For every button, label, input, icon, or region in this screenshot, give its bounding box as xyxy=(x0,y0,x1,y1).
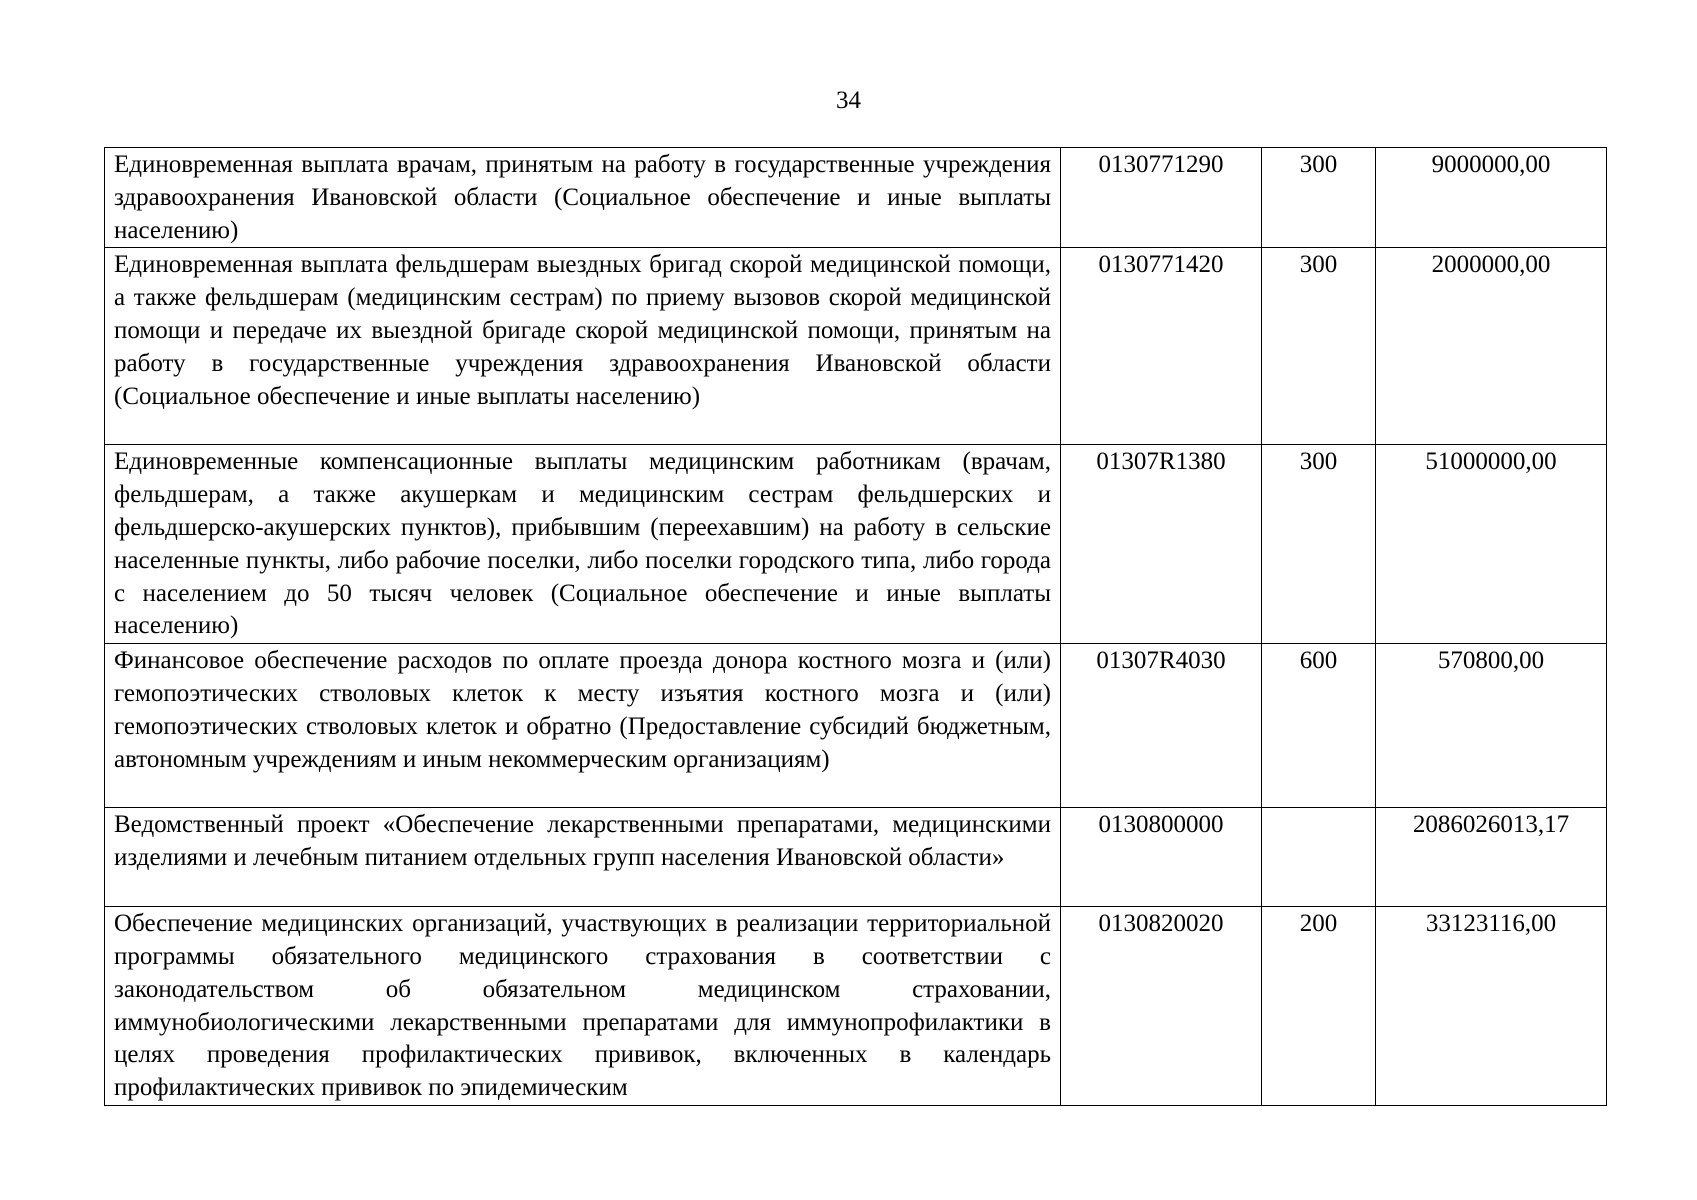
row-amount: 2000000,00 xyxy=(1376,248,1607,445)
table-row xyxy=(105,148,1607,248)
table-row xyxy=(105,248,1607,445)
row-description: Единовременные компенсационные выплаты медицинским работникам (врачам, фельдшерам, а также акушеркам и медицинским сестрам фельдшерских и фельдшерско-акушерских пунктов), прибывшим (переехавшим) на работу в сельские населенные пункты, либо рабочие поселки, либо поселки городского типа, либо города с населением до 50 тысяч человек (Социальное обеспечение и иные выплаты населению) xyxy=(105,445,1061,644)
row-code: 0130771290 xyxy=(1061,148,1262,248)
row-code: 0130820020 xyxy=(1061,907,1262,1106)
page-number: 34 xyxy=(836,87,861,114)
row-amount: 570800,00 xyxy=(1376,644,1607,808)
row-amount: 33123116,00 xyxy=(1376,907,1607,1106)
row-expense-type xyxy=(1262,808,1376,907)
table-row xyxy=(105,907,1607,1106)
row-amount: 51000000,00 xyxy=(1376,445,1607,644)
row-expense-type: 300 xyxy=(1262,148,1376,248)
row-expense-type: 200 xyxy=(1262,907,1376,1106)
row-expense-type: 300 xyxy=(1262,445,1376,644)
row-code: 01307R4030 xyxy=(1061,644,1262,808)
row-amount: 2086026013,17 xyxy=(1376,808,1607,907)
row-amount: 9000000,00 xyxy=(1376,148,1607,248)
row-description: Ведомственный проект «Обеспечение лекарственными препаратами, медицинскими изделиями и лечебным питанием отдельных групп населения Ивановской области» xyxy=(105,808,1061,907)
row-expense-type: 300 xyxy=(1262,248,1376,445)
table-row xyxy=(105,808,1607,907)
row-code: 0130800000 xyxy=(1061,808,1262,907)
row-description: Единовременная выплата врачам, принятым на работу в государственные учреждения здравоохранения Ивановской области (Социальное обеспечение и иные выплаты населению) xyxy=(105,148,1061,248)
row-code: 0130771420 xyxy=(1061,248,1262,445)
row-code: 01307R1380 xyxy=(1061,445,1262,644)
row-expense-type: 600 xyxy=(1262,644,1376,808)
row-description: Обеспечение медицинских организаций, участвующих в реализации территориальной программы обязательного медицинского страхования в соответствии с законодательством об обязательном медицинском страховании, иммунобиологическими лекарственными препаратами для иммунопрофилактики в целях проведения профилактических прививок, включенных в календарь профилактических прививок по эпидемическим xyxy=(105,907,1061,1106)
row-description: Финансовое обеспечение расходов по оплате проезда донора костного мозга и (или) гемопоэтических стволовых клеток к месту изъятия костного мозга и (или) гемопоэтических стволовых клеток и обратно (Предоставление субсидий бюджетным, автономным учреждениям и иным некоммерческим организациям) xyxy=(105,644,1061,808)
table-row xyxy=(105,644,1607,808)
table-row xyxy=(105,445,1607,644)
budget-table xyxy=(104,147,1607,1106)
row-description: Единовременная выплата фельдшерам выездных бригад скорой медицинской помощи, а также фельдшерам (медицинским сестрам) по приему вызовов скорой медицинской помощи и передаче их выездной бригаде скорой медицинской помощи, принятым на работу в государственные учреждения здравоохранения Ивановской области (Социальное обеспечение и иные выплаты населению) xyxy=(105,248,1061,445)
